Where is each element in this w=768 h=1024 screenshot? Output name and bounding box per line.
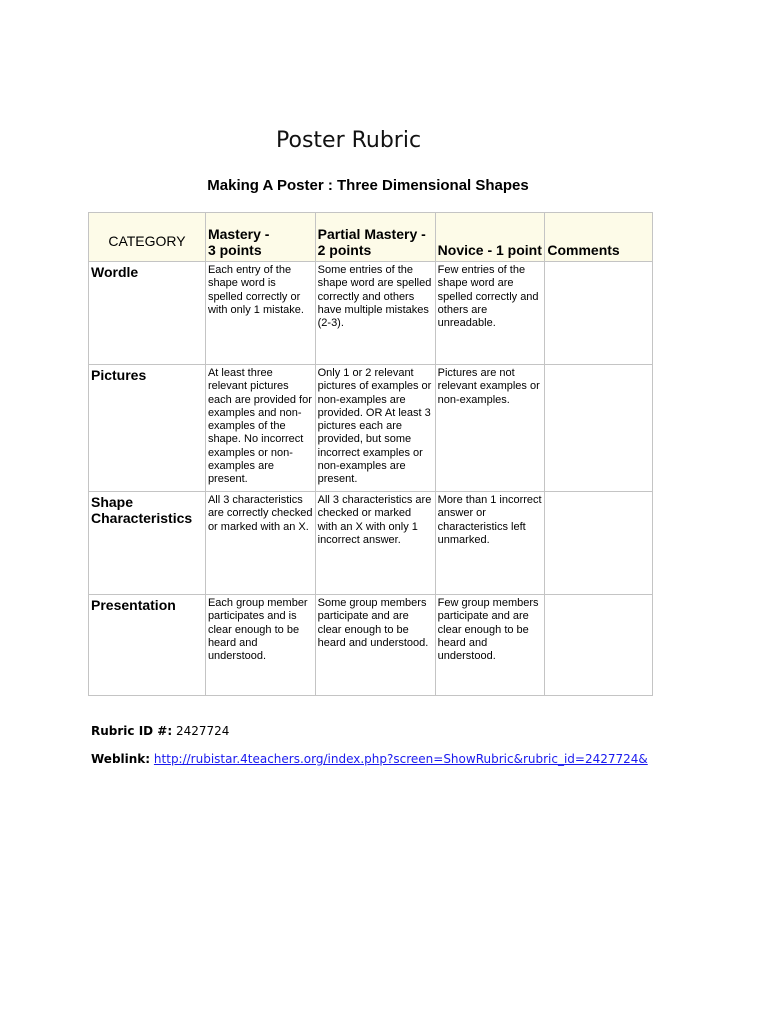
partial-mastery-cell: Some entries of the shape word are spelled correctly and others have multiple mistakes (2-3). (315, 262, 435, 365)
novice-cell: Pictures are not relevant examples or non-examples. (435, 365, 545, 492)
table-row (89, 262, 653, 365)
partial-mastery-cell: All 3 characteristics are checked or marked with an X with only 1 incorrect answer. (315, 492, 435, 595)
category-cell: Wordle (89, 262, 206, 365)
mastery-cell: All 3 characteristics are correctly checked or marked with an X. (205, 492, 315, 595)
rubric-table (88, 212, 653, 696)
partial-mastery-cell: Some group members participate and are clear enough to be heard and understood. (315, 595, 435, 696)
header-mastery: Mastery - 3 points (205, 213, 315, 262)
weblink-label: Weblink: (91, 752, 151, 766)
comments-cell (545, 365, 653, 492)
rubric-id-line (91, 724, 229, 738)
rubric-subtitle: Making A Poster : Three Dimensional Shapes (207, 177, 529, 194)
novice-cell: More than 1 incorrect answer or characteristics left unmarked. (435, 492, 545, 595)
header-row (89, 213, 653, 262)
header-partial-mastery: Partial Mastery - 2 points (315, 213, 435, 262)
page-title: Poster Rubric (276, 128, 422, 153)
header-novice: Novice - 1 point (435, 213, 545, 262)
header-comments: Comments (545, 213, 653, 262)
table-row (89, 492, 653, 595)
mastery-cell: At least three relevant pictures each are provided for examples and non-examples of the shape. No incorrect examples or non-examples are present. (205, 365, 315, 492)
novice-cell: Few entries of the shape word are spelled correctly and others are unreadable. (435, 262, 545, 365)
category-cell: Pictures (89, 365, 206, 492)
table-row (89, 365, 653, 492)
category-cell: Presentation (89, 595, 206, 696)
mastery-cell: Each group member participates and is clear enough to be heard and understood. (205, 595, 315, 696)
novice-cell: Few group members participate and are clear enough to be heard and understood. (435, 595, 545, 696)
weblink-link[interactable]: http://rubistar.4teachers.org/index.php?screen=ShowRubric&rubric_id=2427724& (153, 752, 648, 766)
rubric-id-label: Rubric ID #: (91, 724, 173, 738)
table-row (89, 595, 653, 696)
comments-cell (545, 492, 653, 595)
category-cell: Shape Characteristics (89, 492, 206, 595)
partial-mastery-cell: Only 1 or 2 relevant pictures of examples or non-examples are provided. OR At least 3 pictures each are provided, but some incorrect examples or non-examples are present. (315, 365, 435, 492)
weblink-line (91, 752, 648, 766)
comments-cell (545, 262, 653, 365)
header-category: CATEGORY (89, 213, 206, 262)
mastery-cell: Each entry of the shape word is spelled correctly or with only 1 mistake. (205, 262, 315, 365)
comments-cell (545, 595, 653, 696)
rubric-id-value: 2427724 (175, 724, 230, 738)
